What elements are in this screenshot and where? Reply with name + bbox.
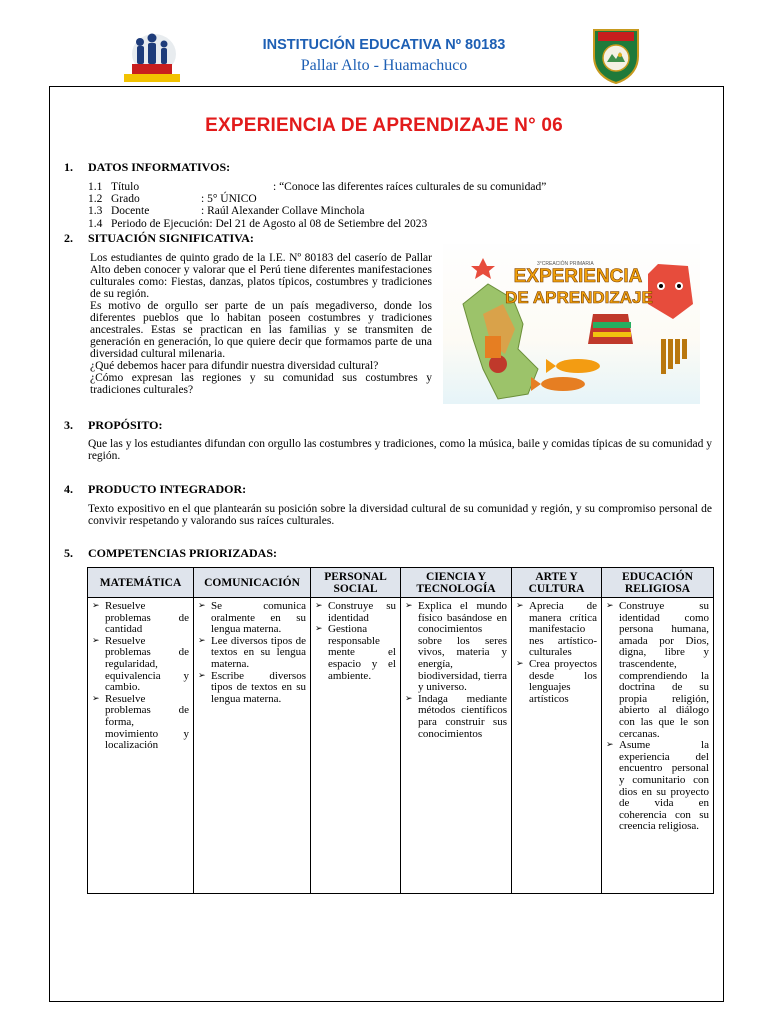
- info-num: 1.2: [88, 193, 103, 205]
- cell-educacion-religiosa: [602, 598, 714, 894]
- table-header-row: [88, 568, 714, 598]
- section-number: 2.: [64, 231, 73, 245]
- institution-name: INSTITUCIÓN EDUCATIVA Nº 80183: [262, 37, 506, 53]
- header-comunicacion: COMUNICACIÓN: [194, 568, 311, 598]
- producto-text: Texto expositivo en el que plantearán su posición sobre la diversidad cultural de su comunidad y región, y su compromiso personal de convivir respetando y valorando sus raíces culturales.: [88, 503, 712, 527]
- section-title: SITUACIÓN SIGNIFICATIVA:: [88, 231, 254, 245]
- list-item: ➢ Se comunica oralmente en su lengua materna.: [198, 601, 306, 636]
- info-key: Periodo de Ejecución:: [111, 218, 213, 230]
- section-title: COMPETENCIAS PRIORIZADAS:: [88, 546, 278, 560]
- section-datos-heading: [64, 160, 230, 175]
- list-item: ➢ Construye su identidad como persona humana, amada por Dios, digna, libre y trascendente, comprendiendo la doctrina de su propia religión, abierto al diálogo con las que le son cercanas.: [606, 601, 709, 740]
- section-number: 1.: [64, 160, 73, 174]
- list-item: ➢ Resuelve problemas de cantidad: [92, 601, 189, 636]
- info-num: 1.3: [88, 205, 103, 217]
- info-value: : 5° ÚNICO: [201, 193, 257, 205]
- situacion-question-2: ¿Cómo expresan las regiones y su comunidad sus costumbres y tradiciones culturales?: [90, 372, 432, 396]
- info-row-teacher: [88, 205, 365, 217]
- cell-ciencia-tecnologia: [401, 598, 512, 894]
- list-item: ➢ Gestiona responsable mente el espacio y el ambiente.: [315, 624, 396, 682]
- list-item: ➢ Crea proyectos desde los lenguajes artísticos: [516, 659, 597, 705]
- section-number: 5.: [64, 546, 73, 560]
- section-title: PROPÓSITO:: [88, 418, 163, 432]
- list-item: ➢ Asume la experiencia del encuentro personal y comunitario con dios en su proyecto de vida en coherencia con su creencia religiosa.: [606, 740, 709, 833]
- section-number: 3.: [64, 418, 73, 432]
- experiencia-aprendizaje-image: [443, 244, 700, 404]
- header-arte-cultura: ARTE Y CULTURA: [512, 568, 602, 598]
- section-proposito-heading: [64, 418, 162, 433]
- competencias-table: [87, 567, 714, 894]
- list-item: ➢ Explica el mundo físico basándose en conocimientos sobre los seres vivos, materia y energía, biodiversidad, tierra y universo.: [405, 601, 507, 694]
- cell-personal-social: [311, 598, 401, 894]
- promo-line-2: DE APRENDIZAJE: [505, 288, 653, 307]
- list-item: ➢ Resuelve problemas de regularidad, equivalencia y cambio.: [92, 636, 189, 694]
- promo-line-1: EXPERIENCIA: [513, 266, 643, 287]
- list-item: ➢ Lee diversos tipos de textos en su lengua materna.: [198, 636, 306, 671]
- cell-matematica: [88, 598, 194, 894]
- school-crest: [590, 26, 642, 84]
- situacion-text-2: Es motivo de orgullo ser parte de un país megadiverso, donde los diferentes pueblos que lo habitan poseen costumbres y tradiciones ancestrales. Estas se practican en las familias y se transmiten de generación en generación, lo que quiere decir que formamos parte de una diversidad cultural milenaria.: [90, 300, 432, 360]
- info-value: : Raúl Alexander Collave Minchola: [201, 205, 365, 217]
- info-value: : “Conoce las diferentes raíces culturales de su comunidad”: [273, 181, 547, 193]
- info-row-title: [88, 181, 546, 193]
- cell-arte-cultura: [512, 598, 602, 894]
- institution-place: Pallar Alto - Huamachuco: [300, 57, 468, 74]
- table-row: [88, 598, 714, 894]
- info-row-grade: [88, 193, 257, 205]
- info-key: Grado: [111, 193, 140, 205]
- section-title: PRODUCTO INTEGRADOR:: [88, 482, 247, 496]
- cell-comunicacion: [194, 598, 311, 894]
- header-personal-social: PERSONAL SOCIAL: [311, 568, 401, 598]
- info-key: Título: [111, 181, 140, 193]
- list-item: ➢ Indaga mediante métodos científicos para construir sus conocimientos: [405, 694, 507, 740]
- list-item: ➢ Escribe diversos tipos de textos en su lengua materna.: [198, 671, 306, 706]
- list-item: ➢ Resuelve problemas de forma, movimiento y localización: [92, 694, 189, 752]
- info-key: Docente: [111, 205, 150, 217]
- info-num: 1.4: [88, 218, 103, 230]
- situacion-paragraph: [90, 252, 432, 396]
- info-num: 1.1: [88, 181, 103, 193]
- info-value: Del 21 de Agosto al 08 de Setiembre del 2023: [215, 218, 428, 230]
- situacion-text: Los estudiantes de quinto grado de la I.E. Nº 80183 del caserío de Pallar Alto deben conocer y valorar que el Perú tiene diferentes manifestaciones culturales como: Fiestas, danzas, platos típicos, costumbres y tradiciones de su región.: [90, 252, 432, 300]
- header-ciencia-tecnologia: CIENCIA Y TECNOLOGÍA: [401, 568, 512, 598]
- header-educacion-religiosa: EDUCACIÓN RELIGIOSA: [602, 568, 714, 598]
- page-title: EXPERIENCIA DE APRENDIZAJE N° 06: [205, 115, 563, 136]
- list-item: ➢ Aprecia de manera crítica manifestacio nes artístico-culturales: [516, 601, 597, 659]
- section-competencias-heading: [64, 546, 277, 561]
- header-matematica: MATEMÁTICA: [88, 568, 194, 598]
- section-producto-heading: [64, 482, 246, 497]
- section-situacion-heading: [64, 231, 254, 246]
- promo-small-label: 3°CREACIÓN PRIMARIA: [537, 261, 594, 267]
- list-item: ➢ Construye su identidad: [315, 601, 396, 624]
- section-number: 4.: [64, 482, 73, 496]
- section-title: DATOS INFORMATIVOS:: [88, 160, 231, 174]
- info-row-period: [88, 218, 427, 230]
- situacion-question-1: ¿Qué debemos hacer para difundir nuestra diversidad cultural?: [90, 360, 379, 372]
- proposito-text: Que las y los estudiantes difundan con orgullo las costumbres y tradiciones, como la música, baile y comidas típicas de su comunidad y región.: [88, 438, 712, 462]
